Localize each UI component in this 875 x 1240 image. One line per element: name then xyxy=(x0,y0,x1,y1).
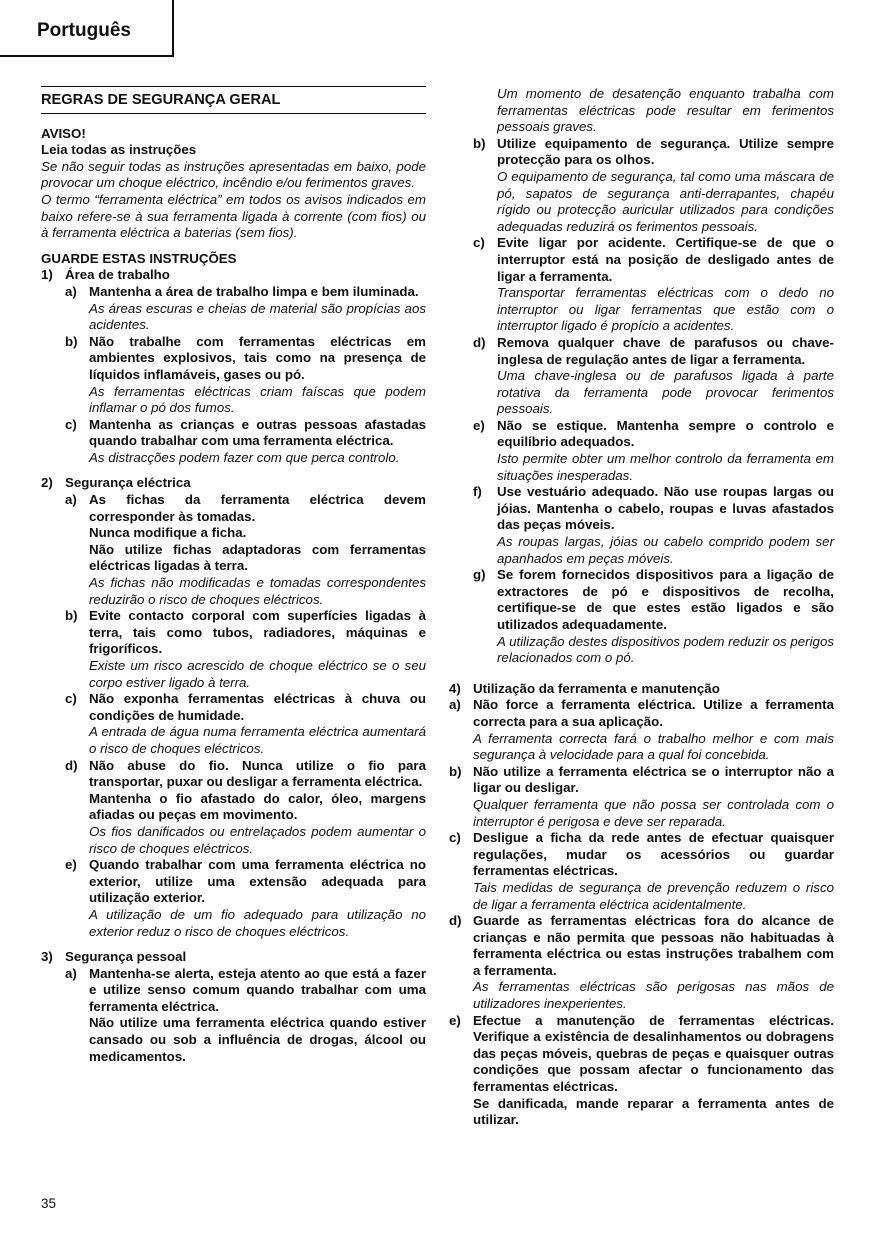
list-item: a) Não force a ferramenta eléctrica. Utilize a ferramenta correcta para a sua aplicação. A ferramenta correcta fará o trabalho melhor e com mais segurança à velocidade para a qual foi concebida. xyxy=(449,697,834,763)
read-all-heading: Leia todas as instruções xyxy=(41,142,197,158)
section-1-items xyxy=(65,284,426,467)
list-item: c) Mantenha as crianças e outras pessoas afastadas quando trabalhar com uma ferramenta eléctrica. As distracções podem fazer com que perca controlo. xyxy=(65,416,426,465)
list-item: c) Evite ligar por acidente. Certifique-se de que o interruptor está na posição de desligado antes de ligar a ferramenta. Transportar ferramentas eléctricas com o dedo no interruptor ou ligar ferramentas que estão com o interruptor ligado é propício a acidentes. xyxy=(473,235,834,334)
list-item: g) Se forem fornecidos dispositivos para a ligação de extractores de pó e dispositivos de recolha, certifique-se de que estes estão ligados e são utilizados adequadamente. A utilização destes dispositivos podem reduzir os perigos relacionados com o pó. xyxy=(473,567,834,666)
list-item: Um momento de desatenção enquanto trabalha com ferramentas eléctricas pode resultar em ferimentos pessoais graves. xyxy=(497,86,834,135)
list-item: d) Guarde as ferramentas eléctricas fora do alcance de crianças e não permita que pessoas não habituadas à ferramenta eléctrica ou estas instruções trabalhem com a ferramenta. As ferramentas eléctricas são perigosas nas mãos de utilizadores inexperientes. xyxy=(449,913,834,1012)
list-item: b) Evite contacto corporal com superfícies ligadas à terra, tais como tubos, radiadores, máquinas e frigoríficos. Existe um risco acrescido de choque eléctrico se o seu corpo estiver ligado à terra. xyxy=(65,608,426,690)
list-item: b) Não trabalhe com ferramentas eléctricas em ambientes explosivos, tais como na presença de líquidos inflamáveis, gases ou pó. As ferramentas eléctricas criam faíscas que podem inflamar o pó dos fumos. xyxy=(65,333,426,416)
section-4-items xyxy=(449,697,834,1128)
list-item: a) Mantenha a área de trabalho limpa e bem iluminada. As áreas escuras e cheias de material são propícias aos acidentes. xyxy=(65,283,426,333)
list-item: b) Utilize equipamento de segurança. Utilize sempre protecção para os olhos. O equipamento de segurança, tal como uma máscara de pó, sapatos de segurança anti-derrapantes, chapéu rígido ou protecção auricular utilizados para condições adequadas reduzirá os ferimentos pessoais. xyxy=(473,135,834,234)
list-item: e) Quando trabalhar com uma ferramenta eléctrica no exterior, utilize uma extensão adequada para utilização exterior. A utilização de um fio adequado para utilização no exterior reduz o risco de choques eléctricos. xyxy=(65,857,426,939)
language-tab xyxy=(0,0,174,57)
list-item: b) Não utilize a ferramenta eléctrica se o interruptor não a ligar ou desligar. Qualquer ferramenta que não possa ser controlada com o interruptor é perigosa e deve ser reparada. xyxy=(449,763,834,829)
language-label: Português xyxy=(37,20,131,41)
section-4-heading: 4) Utilização da ferramenta e manutenção xyxy=(449,680,720,696)
left-column xyxy=(41,86,426,1065)
section-3-items xyxy=(65,966,426,1066)
list-item: c) Não exponha ferramentas eléctricas à chuva ou condições de humidade. A entrada de água numa ferramenta eléctrica aumentará o risco de choques eléctricos. xyxy=(65,691,426,756)
page-number: 35 xyxy=(41,1196,57,1211)
save-instructions-heading: GUARDE ESTAS INSTRUÇÕES xyxy=(41,250,237,266)
section-2-items xyxy=(65,492,426,940)
intro-paragraph-2: O termo “ferramenta eléctrica” em todos os avisos indicados em baixo refere-se à sua ferramenta ligada à corrente (com fios) ou à ferramenta eléctrica a baterias (sem fios). xyxy=(41,191,426,241)
section-3-continued xyxy=(473,86,834,667)
list-item: d) Remova qualquer chave de parafusos ou chave-inglesa de regulação antes de ligar a ferramenta. Uma chave-inglesa ou de parafusos ligada à parte rotativa da ferramenta pode provocar ferimentos pessoais. xyxy=(473,334,834,417)
list-item: c) Desligue a ficha da rede antes de efectuar quaisquer regulações, mudar os acessórios ou guardar ferramentas eléctricas. Tais medidas de segurança de prevenção reduzem o risco de ligar a ferramenta eléctrica acidentalmente. xyxy=(449,830,834,912)
list-item: e) Efectue a manutenção de ferramentas eléctricas. Verifique a existência de desalinhamentos ou dobragens das peças móveis, quebras de peças e quaisquer outras condições que possam afectar o funcionamento das ferramentas eléctricas. Se danificada, mande reparar a ferramenta antes de utilizar. xyxy=(449,1012,834,1128)
section-title: REGRAS DE SEGURANÇA GERAL xyxy=(41,86,426,114)
list-item: f) Use vestuário adequado. Não use roupas largas ou jóias. Mantenha o cabelo, roupas e luvas afastados das peças móveis. As roupas largas, jóias ou cabelo comprido podem ser apanhados em peças móveis. xyxy=(473,484,834,566)
warning-heading: AVISO! xyxy=(41,125,86,141)
section-3-heading: 3) Segurança pessoal xyxy=(41,949,187,965)
section-2-heading: 2) Segurança eléctrica xyxy=(41,475,191,491)
right-column xyxy=(449,86,834,1129)
list-item: a) Mantenha-se alerta, esteja atento ao que está a fazer e utilize senso comum quando trabalhar com uma ferramenta eléctrica. Não utilize uma ferramenta eléctrica quando estiver cansado ou sob a influência de drogas, álcool ou medicamentos. xyxy=(65,965,426,1064)
list-item: a) As fichas da ferramenta eléctrica devem corresponder às tomadas. Nunca modifique a ficha. Não utilize fichas adaptadoras com ferramentas eléctricas ligadas à terra. As fichas não modificadas e tomadas correspondentes reduzirão o risco de choques eléctricos. xyxy=(65,492,426,607)
list-item: d) Não abuse do fio. Nunca utilize o fio para transportar, puxar ou desligar a ferramenta eléctrica. Mantenha o fio afastado do calor, óleo, margens afiadas ou peças em movimento. Os fios danificados ou entrelaçados podem aumentar o risco de choques eléctricos. xyxy=(65,757,426,856)
list-item: e) Não se estique. Mantenha sempre o controlo e equilíbrio adequados. Isto permite obter um melhor controlo da ferramenta em situações inesperadas. xyxy=(473,417,834,483)
intro-paragraph-1: Se não seguir todas as instruções apresentadas em baixo, pode provocar um choque eléctrico, incêndio e/ou ferimentos graves. xyxy=(41,158,426,191)
section-1-heading: 1) Área de trabalho xyxy=(41,267,170,283)
